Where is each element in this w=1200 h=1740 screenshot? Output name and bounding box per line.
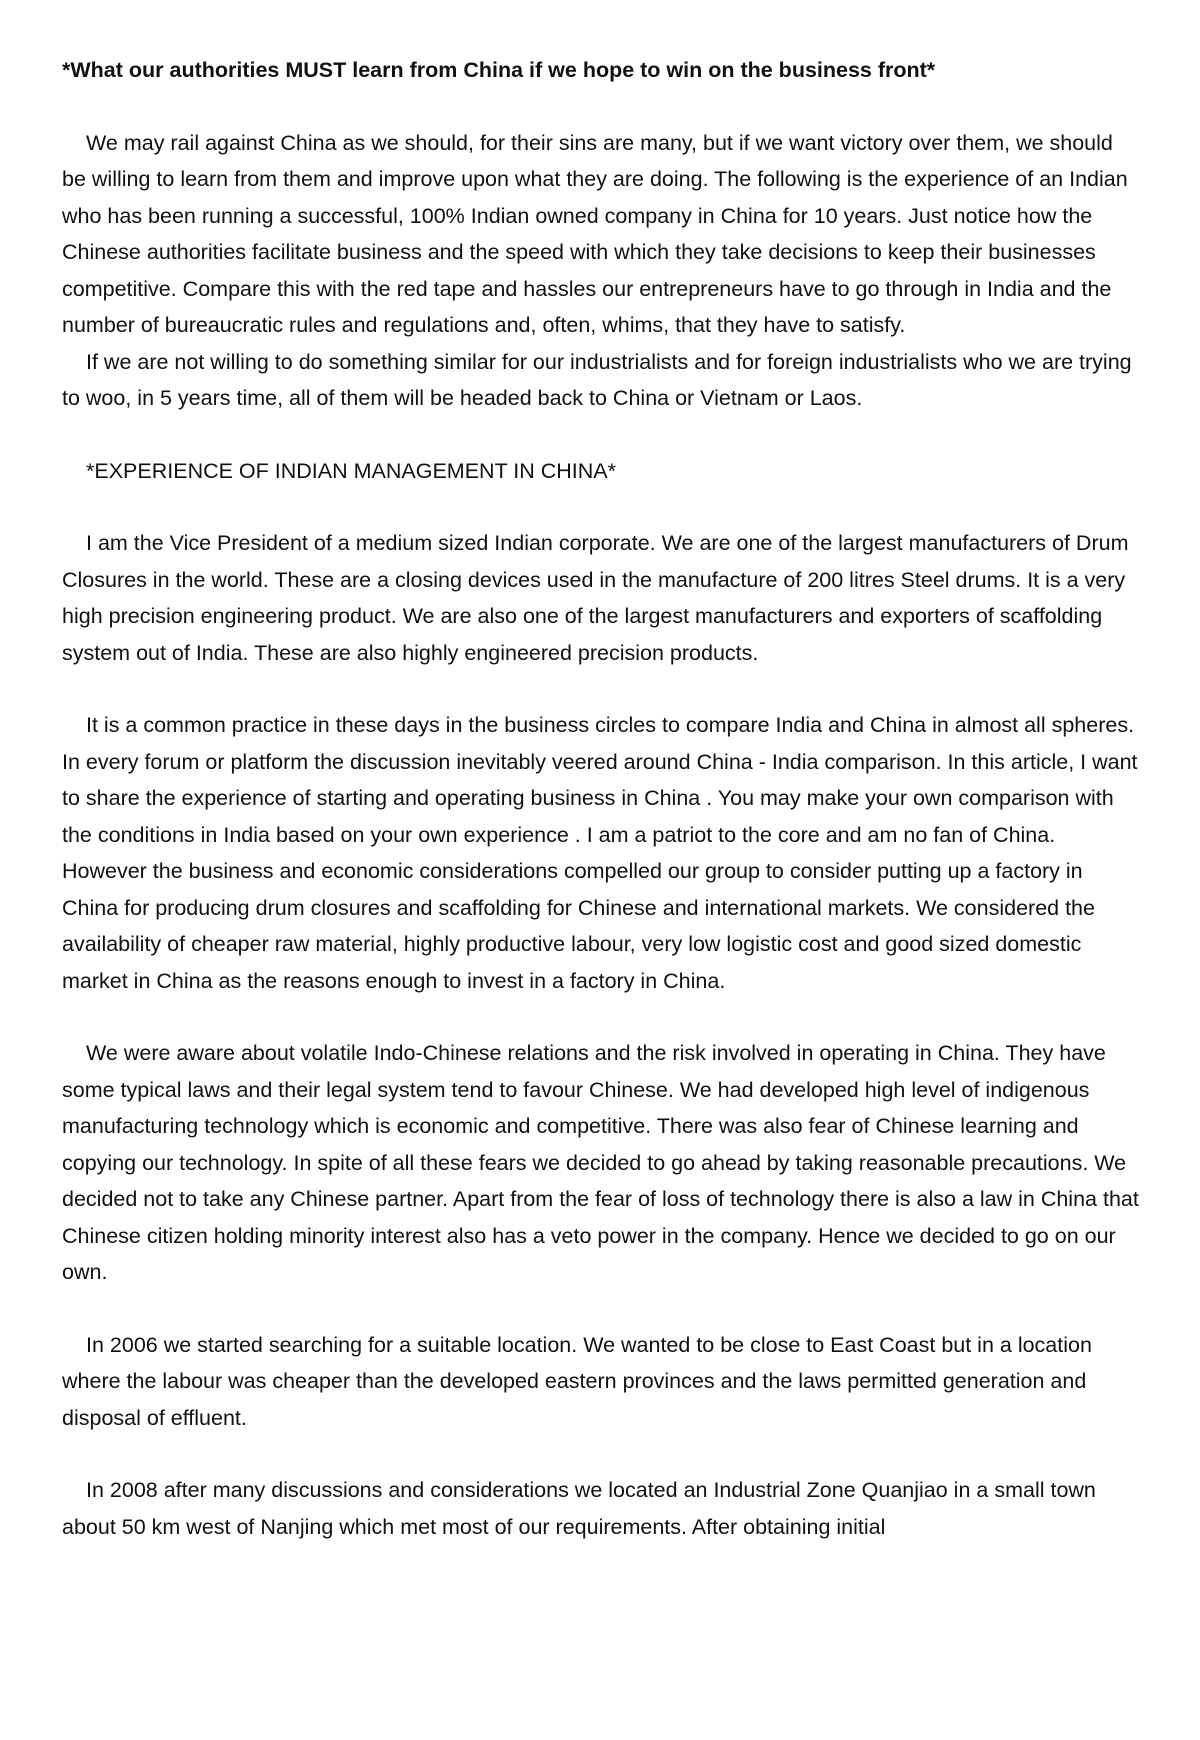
body-paragraph-2: It is a common practice in these days in the business circles to compare India and China in almost all spheres. In every forum or platform the discussion inevitably veered around China - India comparison. In this article, I want to share the experience of starting and operating business in China . You may make your own comparison with the conditions in India based on your own experience . I am a patriot to the core and am no fan of China. However the business and economic considerations compelled our group to consider putting up a factory in China for producing drum closures and scaffolding for Chinese and international markets. We considered the availability of cheaper raw material, highly productive labour, very low logistic cost and good sized domestic market in China as the reasons enough to invest in a factory in China. [62, 713, 1138, 993]
document-page [62, 52, 1142, 1545]
body-paragraph-4: In 2006 we started searching for a suitable location. We wanted to be close to East Coast but in a location where the labour was cheaper than the developed eastern provinces and the laws permitted generation and disposal of effluent. [62, 1332, 1092, 1430]
intro-paragraph-1: We may rail against China as we should, for their sins are many, but if we want victory over them, we should be willing to learn from them and improve upon what they are doing. The following is the experience of an Indian who has been running a successful, 100% Indian owned company in China for 10 years. Just notice how the Chinese authorities facilitate business and the speed with which they take decisions to keep their businesses competitive. Compare this with the red tape and hassles our entrepreneurs have to go through in India and the number of bureaucratic rules and regulations and, often, whims, that they have to satisfy. [62, 130, 1128, 337]
body-paragraph-3: We were aware about volatile Indo-Chinese relations and the risk involved in operating in China. They have some typical laws and their legal system tend to favour Chinese. We had developed high level of indigenous manufacturing technology which is economic and competitive. There was also fear of Chinese learning and copying our technology. In spite of all these fears we decided to go ahead by taking reasonable precautions. We decided not to take any Chinese partner. Apart from the fear of loss of technology there is also a law in China that Chinese citizen holding minority interest also has a veto power in the company. Hence we decided to go on our own. [62, 1041, 1139, 1284]
body-paragraph-1: I am the Vice President of a medium sized Indian corporate. We are one of the largest manufacturers of Drum Closures in the world. These are a closing devices used in the manufacture of 200 litres Steel drums. It is a very high precision engineering product. We are also one of the largest manufacturers and exporters of scaffolding system out of India. These are also highly engineered precision products. [62, 531, 1129, 665]
section-heading: *EXPERIENCE OF INDIAN MANAGEMENT IN CHINA* [86, 458, 617, 483]
body-paragraph-5: In 2008 after many discussions and considerations we located an Industrial Zone Quanjiao in a small town about 50 km west of Nanjing which met most of our requirements. After obtaining initial [62, 1478, 1096, 1539]
document-title: *What our authorities MUST learn from China if we hope to win on the business front* [62, 58, 936, 82]
intro-paragraph-2: If we are not willing to do something similar for our industrialists and for foreign industrialists who we are trying to woo, in 5 years time, all of them will be headed back to China or Vietnam or Laos. [62, 349, 1132, 410]
